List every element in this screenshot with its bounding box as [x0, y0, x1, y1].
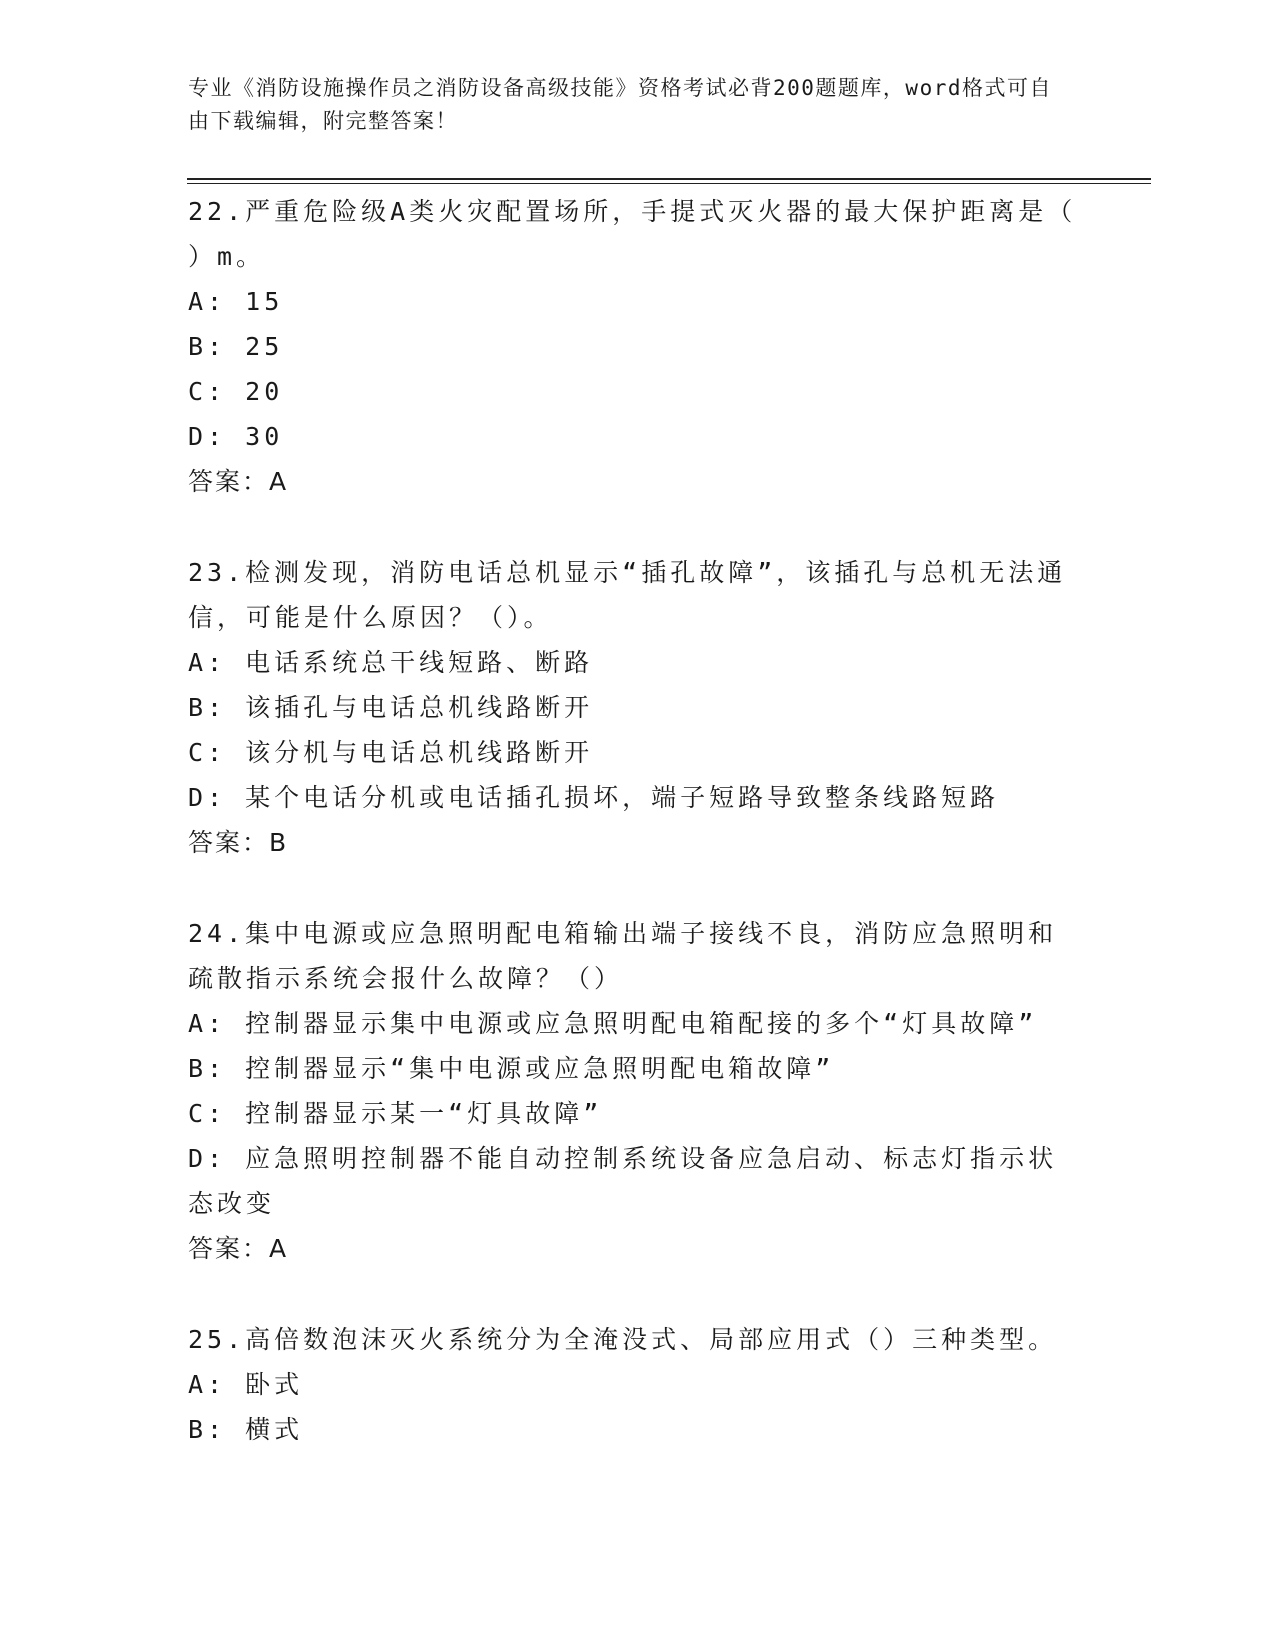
header-rule-thick — [187, 178, 1151, 180]
option-a: A: 电话系统总干线短路、断路 — [188, 648, 594, 677]
question-text: 24.集中电源或应急照明配电箱输出端子接线不良，消防应急照明和疏散指示系统会报什么故障？（） — [188, 919, 1058, 993]
question-23 — [188, 550, 1078, 865]
option-b: B: 横式 — [188, 1415, 304, 1444]
option-c: C: 该分机与电话总机线路断开 — [188, 738, 594, 767]
question-24 — [188, 911, 1078, 1271]
document-header: 专业《消防设施操作员之消防设备高级技能》资格考试必背200题题库，word格式可自由下载编辑，附完整答案！ — [188, 76, 1052, 133]
question-text: 23.检测发现，消防电话总机显示“插孔故障”，该插孔与总机无法通信，可能是什么原因？（）。 — [188, 558, 1067, 632]
option-c: C: 20 — [188, 377, 284, 406]
option-b: B: 该插孔与电话总机线路断开 — [188, 693, 594, 722]
answer: 答案：A — [188, 1234, 289, 1263]
question-25 — [188, 1317, 1078, 1452]
question-text: 25.高倍数泡沫灭火系统分为全淹没式、局部应用式（）三种类型。 — [188, 1325, 1058, 1354]
answer: 答案：B — [188, 828, 289, 857]
option-a: A: 卧式 — [188, 1370, 304, 1399]
option-a: A: 控制器显示集中电源或应急照明配电箱配接的多个“灯具故障” — [188, 1009, 1038, 1038]
option-c: C: 控制器显示某一“灯具故障” — [188, 1099, 603, 1128]
answer: 答案：A — [188, 467, 289, 496]
option-b: B: 25 — [188, 332, 284, 361]
option-b: B: 控制器显示“集中电源或应急照明配电箱故障” — [188, 1054, 835, 1083]
question-text: 22.严重危险级A类火灾配置场所，手提式灭火器的最大保护距离是（ ）m。 — [188, 197, 1077, 271]
option-d: D: 某个电话分机或电话插孔损坏，端子短路导致整条线路短路 — [188, 783, 1000, 812]
question-22 — [188, 189, 1078, 504]
option-d: D: 30 — [188, 422, 284, 451]
question-list — [188, 189, 1078, 1498]
option-a: A: 15 — [188, 287, 284, 316]
header-rule-thin — [187, 183, 1151, 184]
option-d: D: 应急照明控制器不能自动控制系统设备应急启动、标志灯指示状态改变 — [188, 1144, 1058, 1218]
